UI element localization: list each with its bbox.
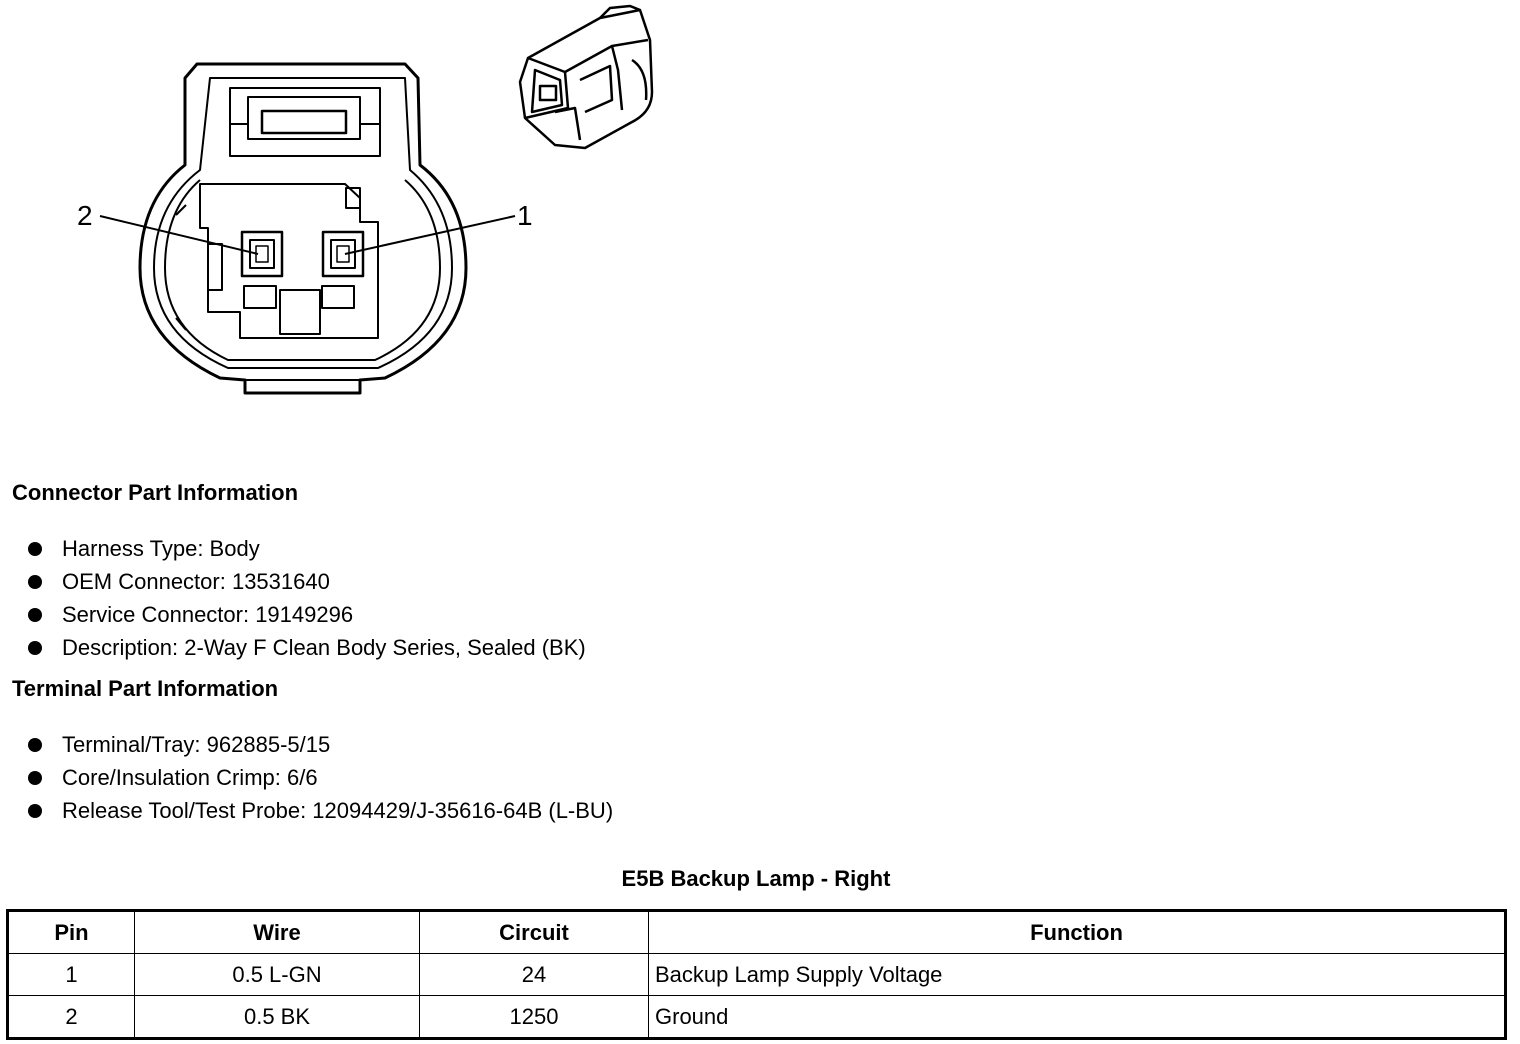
terminal-part-info-heading: Terminal Part Information <box>12 676 279 701</box>
pin-label-1: 1 <box>517 200 533 231</box>
list-item: OEM Connector: 13531640 <box>28 565 586 598</box>
cell-function: Backup Lamp Supply Voltage <box>649 954 1506 996</box>
cell-wire: 0.5 L-GN <box>135 954 420 996</box>
cell-circuit: 1250 <box>420 996 649 1039</box>
list-item: Harness Type: Body <box>28 532 586 565</box>
bullet-icon <box>28 608 42 622</box>
connector-part-info-heading: Connector Part Information <box>12 480 299 505</box>
list-item: Description: 2-Way F Clean Body Series, Sealed (BK) <box>28 631 586 664</box>
list-item: Release Tool/Test Probe: 12094429/J-35616-64B (L-BU) <box>28 794 613 827</box>
header-function: Function <box>649 911 1506 954</box>
pinout-table <box>6 909 1507 1040</box>
bullet-icon <box>28 575 42 589</box>
cell-pin: 2 <box>8 996 135 1039</box>
list-item: Core/Insulation Crimp: 6/6 <box>28 761 613 794</box>
terminal-part-info-list <box>28 728 613 827</box>
table-title: E5B Backup Lamp - Right <box>621 866 891 891</box>
table-row <box>8 954 1506 996</box>
bullet-icon <box>28 641 42 655</box>
list-item: Service Connector: 19149296 <box>28 598 586 631</box>
cell-wire: 0.5 BK <box>135 996 420 1039</box>
bullet-icon <box>28 738 42 752</box>
cell-function: Ground <box>649 996 1506 1039</box>
bullet-icon <box>28 542 42 556</box>
cell-pin: 1 <box>8 954 135 996</box>
connector-3d-sketch <box>520 6 652 148</box>
bullet-icon <box>28 804 42 818</box>
cell-circuit: 24 <box>420 954 649 996</box>
table-row <box>8 996 1506 1039</box>
list-item: Terminal/Tray: 962885-5/15 <box>28 728 613 761</box>
connector-part-info-list <box>28 532 586 664</box>
pin-label-2: 2 <box>77 200 93 231</box>
header-wire: Wire <box>135 911 420 954</box>
bullet-icon <box>28 771 42 785</box>
header-circuit: Circuit <box>420 911 649 954</box>
connector-diagram <box>0 0 700 420</box>
table-header-row <box>8 911 1506 954</box>
header-pin: Pin <box>8 911 135 954</box>
